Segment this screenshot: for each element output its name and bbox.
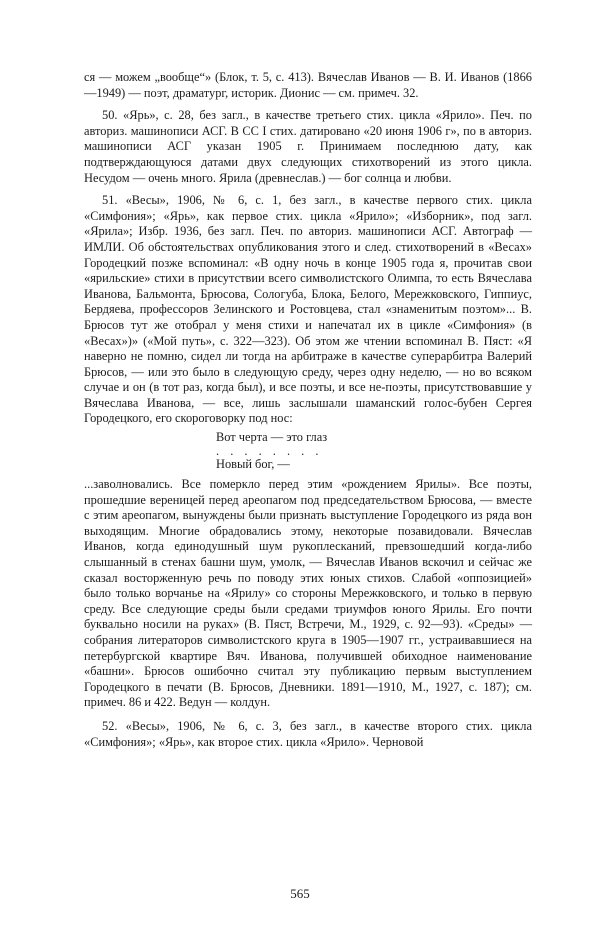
note-52: 52. «Весы», 1906, № 6, с. 3, без загл., в качестве второго стих. цикла «Симфония»; «Ярь», как второе стих. цикла «Ярило». Черновой — [84, 718, 532, 749]
paragraph-continuation: ся — можем „вообще“» (Блок, т. 5, с. 413). Вячеслав Иванов — В. И. Иванов (1866—1949) — поэт, драматург, историк. Дионис — см. примеч. 32. — [84, 70, 532, 100]
verse-quote — [84, 429, 532, 473]
verse-line-2: Новый бог, — — [216, 457, 290, 472]
note-51-continued: ...заволновались. Все померкло перед этим «рождением Ярилы». Все поэты, прошедшие вереницей перед ареопагом под председательством Брюсова, — вместе с этим ареопагом, вынуждены были признать выступление Городецкого из ряда вон выходящим. Многие обрадовались этому, некоторые позавидовали. Вячеслав Иванов, когда единодушный шум рукоплесканий, превзошедший когда-либо слышанный в стенах башни шум, умолк, — Вячеслав Иванов вскочил и сейчас же сказал восторженную речь по поводу этих юных стихов. Слабой «оппозицией» было только ворчанье на «Ярилу» со стороны Мережковского, и только в первую среду. Все следующие среды были средами триумфов юного Ярилы. Его почти буквально носили на руках» (В. Пяст, Встречи, М., 1929, с. 92—93). «Среды» — собрания литераторов символистского круга в 1905—1907 гг., устраивавшиеся на петербургской квартире Вяч. Иванова, получившей обиходное наименование «башни». Брюсов ошибочно считал эту публикацию первым выступлением Городецкого в печати (В. Брюсов, Дневники. 1891—1910, М., 1927, с. 187); см. примеч. 86 и 422. Ведун — колдун. — [84, 477, 532, 710]
verse-line-1: Вот черта — это глаз — [216, 430, 328, 445]
verse-ellipsis-dots: . . . . . . . . — [216, 444, 323, 459]
notes-text-block — [84, 70, 532, 757]
page-number: 565 — [290, 886, 310, 901]
note-51: 51. «Весы», 1906, № 6, с. 1, без загл., в качестве первого стих. цикла «Симфония»; «Ярь», как первое стих. цикла «Ярило»; «Изборник», под загл. «Ярила»; Избр. 1936, без загл. Печ. по авториз. машинописи АСГ. Автограф — ИМЛИ. Об обстоятельствах опубликования этого и след. стихотворений в «Весах» Городецкий позже вспоминал: «В одну ночь в конце 1905 года я, прочитав свои «ярильские» стихи в присутствии всего символистского Олимпа, то есть Вячеслава Иванова, Бальмонта, Брюсова, Сологуба, Блока, Белого, Мережковского, Гиппиус, Бердяева, профессоров Зелинского и Ростовцева, стал «знаменитым поэтом»... В. Брюсов тут же отобрал у меня стихи и напечатал их в цикле «Симфония» (в «Весах»)» («Мой путь», с. 322—323). Об этом же чтении вспоминал В. Пяст: «Я наверно не помню, сидел ли тогда на арбитраже в качестве суперарбитра Валерий Брюсов, — или это было в следующую среду, через одну неделю, — но во всяком случае и он (в тот раз, когда был), и все поэты, и все не-поэты, присутствовавшие у Вячеслава Иванова, — все, лишь заслышали шаманский голос-бубен Сергея Городецкого, его скороговорку под нос: — [84, 193, 532, 426]
note-50: 50. «Ярь», с. 28, без загл., в качестве третьего стих. цикла «Ярило». Печ. по авториз. машинописи АСГ. В СС I стих. датировано «20 июня 1906 г», по в авториз. машинописи АСГ указан 1905 г. Принимаем последнюю дату, как подтверждающуюся датами двух следующих стихотворений из этого цикла. Несудом — очень много. Ярила (древнеслав.) — бог солнца и любви. — [84, 108, 532, 185]
